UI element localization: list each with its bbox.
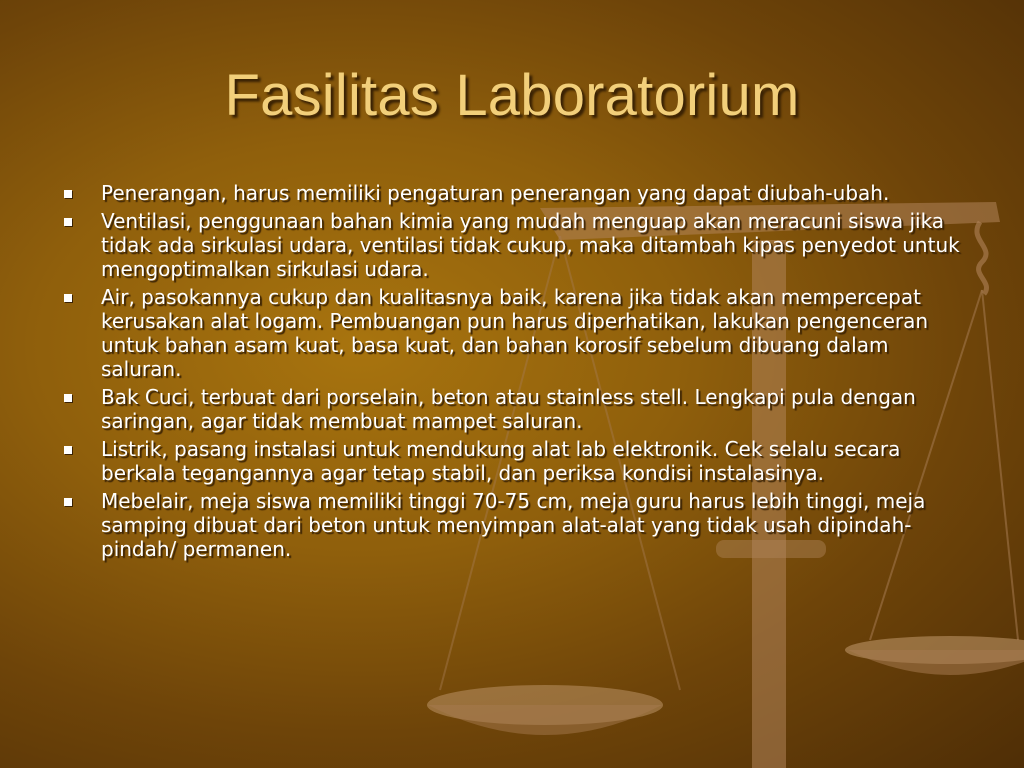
list-item-text: Bak Cuci, terbuat dari porselain, beton atau stainless stell. Lengkapi pula dengan saringan, agar tidak membuat mampet saluran.: [101, 385, 916, 433]
list-item: [64, 489, 969, 561]
slide-title: Fasilitas Laboratorium: [224, 63, 800, 128]
bullet-square-icon: [64, 218, 72, 226]
list-item: [64, 385, 969, 433]
bullet-square-icon: [64, 498, 72, 506]
bullet-list: [64, 181, 969, 565]
bullet-square-icon: [64, 394, 72, 402]
list-item: [64, 209, 969, 281]
list-item-text: Penerangan, harus memiliki pengaturan penerangan yang dapat diubah-ubah.: [101, 181, 890, 205]
list-item-text: Air, pasokannya cukup dan kualitasnya baik, karena jika tidak akan mempercepat kerusakan alat logam. Pembuangan pun harus diperhatikan, lakukan pengenceran untuk bahan asam kuat, basa kuat, dan bahan korosif sebelum dibuang dalam saluran.: [101, 285, 929, 381]
list-item-text: Listrik, pasang instalasi untuk mendukung alat lab elektronik. Cek selalu secara berkala tegangannya agar tetap stabil, dan periksa kondisi instalasinya.: [101, 437, 901, 485]
bullet-square-icon: [64, 294, 72, 302]
bullet-square-icon: [64, 446, 72, 454]
list-item: [64, 181, 969, 205]
bullet-square-icon: [64, 190, 72, 198]
list-item: [64, 285, 969, 381]
list-item-text: Ventilasi, penggunaan bahan kimia yang mudah menguap akan meracuni siswa jika tidak ada sirkulasi udara, ventilasi tidak cukup, maka ditambah kipas penyedot untuk mengoptimalkan sirkulasi udara.: [101, 209, 960, 281]
list-item: [64, 437, 969, 485]
list-item-text: Mebelair, meja siswa memiliki tinggi 70-75 cm, meja guru harus lebih tinggi, meja samping dibuat dari beton untuk menyimpan alat-alat yang tidak usah dipindah-pindah/ permanen.: [101, 489, 926, 561]
